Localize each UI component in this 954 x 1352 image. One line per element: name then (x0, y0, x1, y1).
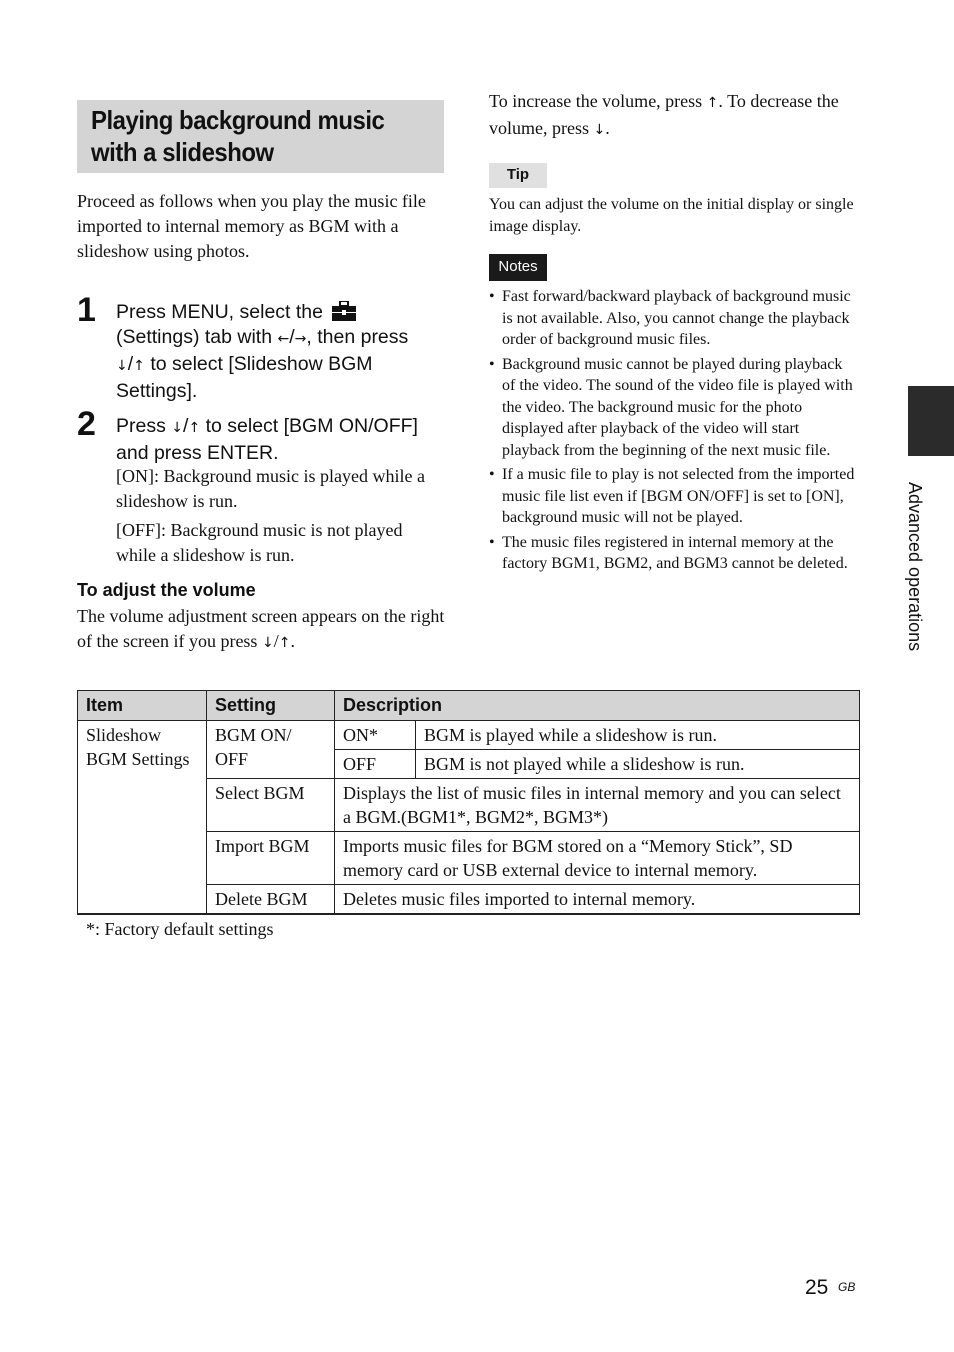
table-desc-delete: Deletes music files imported to internal memory. (335, 885, 860, 915)
note-item: • Background music cannot be played during playback of the video. The sound of the video file is played with the video. The background music for the photo displayed after playback of the video will start playback from the beginning of the next music file. (489, 354, 857, 462)
table-header-setting: Setting (207, 691, 335, 721)
table-value-on: ON* (335, 721, 416, 750)
volume-increase-b: . To decrease the volume, press (489, 91, 839, 138)
volume-text-end: . (290, 631, 295, 651)
notes-list (489, 286, 857, 578)
volume-increase-a: To increase the volume, press (489, 91, 703, 111)
step-1-text: Press MENU, select the (Settings) tab with ←/→, then press ↓/↑ to select [Slideshow BGM Settings]. (116, 301, 409, 402)
volume-heading: To adjust the volume (77, 580, 256, 600)
intro-paragraph: Proceed as follows when you play the music file imported to internal memory as BGM with a slideshow using photos. (77, 191, 426, 261)
table-setting-import-bgm: Import BGM (207, 832, 335, 885)
page-suffix: GB (838, 1280, 856, 1294)
step-1-text-a: Press MENU, select the (116, 301, 323, 323)
side-tab-label (903, 482, 929, 682)
table-setting-bgm-onoff: BGM ON/ OFF (207, 721, 335, 779)
up-arrow-icon: ↑ (706, 95, 719, 111)
section-title (91, 104, 441, 168)
step-2-text-b: to select [BGM ON/OFF] and press ENTER. (116, 415, 418, 464)
notes-label: Notes (489, 254, 547, 281)
section-title-line-2: with a slideshow (91, 137, 274, 167)
up-arrow-icon: ↑ (188, 420, 201, 436)
note-item: • If a music file to play is not selected from the imported music file list even if [BGM ON/OFF] is set to [ON], background music will not be played. (489, 464, 857, 529)
right-arrow-icon: → (294, 331, 307, 347)
down-arrow-icon: ↓ (261, 635, 274, 651)
page-number: 25 (805, 1276, 829, 1299)
volume-text-main: The volume adjustment screen appears on the right of the screen if you press (77, 606, 445, 651)
volume-increase-text (489, 89, 859, 143)
table-header-description: Description (335, 691, 860, 721)
table-item-cell: Slideshow BGM Settings (78, 721, 207, 915)
settings-table (77, 690, 860, 915)
table-header-row (78, 691, 860, 721)
table-footnote: *: Factory default settings (86, 919, 274, 939)
step-1-text-c: , then press (306, 326, 409, 348)
up-arrow-icon: ↑ (278, 635, 291, 651)
step-1-text-b: (Settings) tab with (116, 326, 273, 348)
up-arrow-icon: ↑ (133, 358, 145, 374)
toolbox-icon (332, 301, 356, 321)
tip-text: You can adjust the volume on the initial display or single image display. (489, 196, 854, 235)
table-desc-on: BGM is played while a slideshow is run. (416, 721, 860, 750)
left-arrow-icon: ← (277, 331, 290, 347)
down-arrow-icon: ↓ (116, 358, 128, 374)
volume-text: The volume adjustment screen appears on the right of the screen if you press ↓/↑. (77, 606, 445, 651)
step-2-text: Press ↓/↑ to select [BGM ON/OFF] and press ENTER. (116, 415, 418, 464)
side-tab-label-text: Advanced operations (905, 482, 925, 652)
table-row (78, 721, 860, 750)
table-desc-off: BGM is not played while a slideshow is run. (416, 750, 860, 779)
section-title-line-1: Playing background music (91, 105, 385, 135)
step-2-detail-off: [OFF]: Background music is not played while a slideshow is run. (116, 520, 403, 565)
table-header-item: Item (78, 691, 207, 721)
section-title-box (77, 100, 444, 173)
note-item: • Fast forward/backward playback of background music is not available. Also, you cannot change the playback order of background music files. (489, 286, 857, 351)
down-arrow-icon: ↓ (171, 420, 184, 436)
down-arrow-icon: ↓ (593, 122, 606, 138)
volume-increase-end: . (605, 118, 610, 138)
table-value-off: OFF (335, 750, 416, 779)
step-2-text-a: Press (116, 415, 166, 437)
note-item: • The music files registered in internal memory at the factory BGM1, BGM2, and BGM3 cannot be deleted. (489, 532, 857, 575)
side-tab-marker (908, 386, 954, 456)
table-desc-select: Displays the list of music files in internal memory and you can select a BGM.(BGM1*, BGM2*, BGM3*) (335, 779, 860, 832)
table-setting-select-bgm: Select BGM (207, 779, 335, 832)
table-desc-import: Imports music files for BGM stored on a “Memory Stick”, SD memory card or USB external device to internal memory. (335, 832, 860, 885)
step-1-number: 1 (77, 291, 96, 329)
step-2-number: 2 (77, 405, 96, 443)
step-1-text-d: to select [Slideshow BGM Settings]. (116, 353, 373, 402)
tip-label: Tip (489, 163, 547, 188)
step-2-detail-on: [ON]: Background music is played while a slideshow is run. (116, 466, 425, 511)
table-setting-delete-bgm: Delete BGM (207, 885, 335, 915)
